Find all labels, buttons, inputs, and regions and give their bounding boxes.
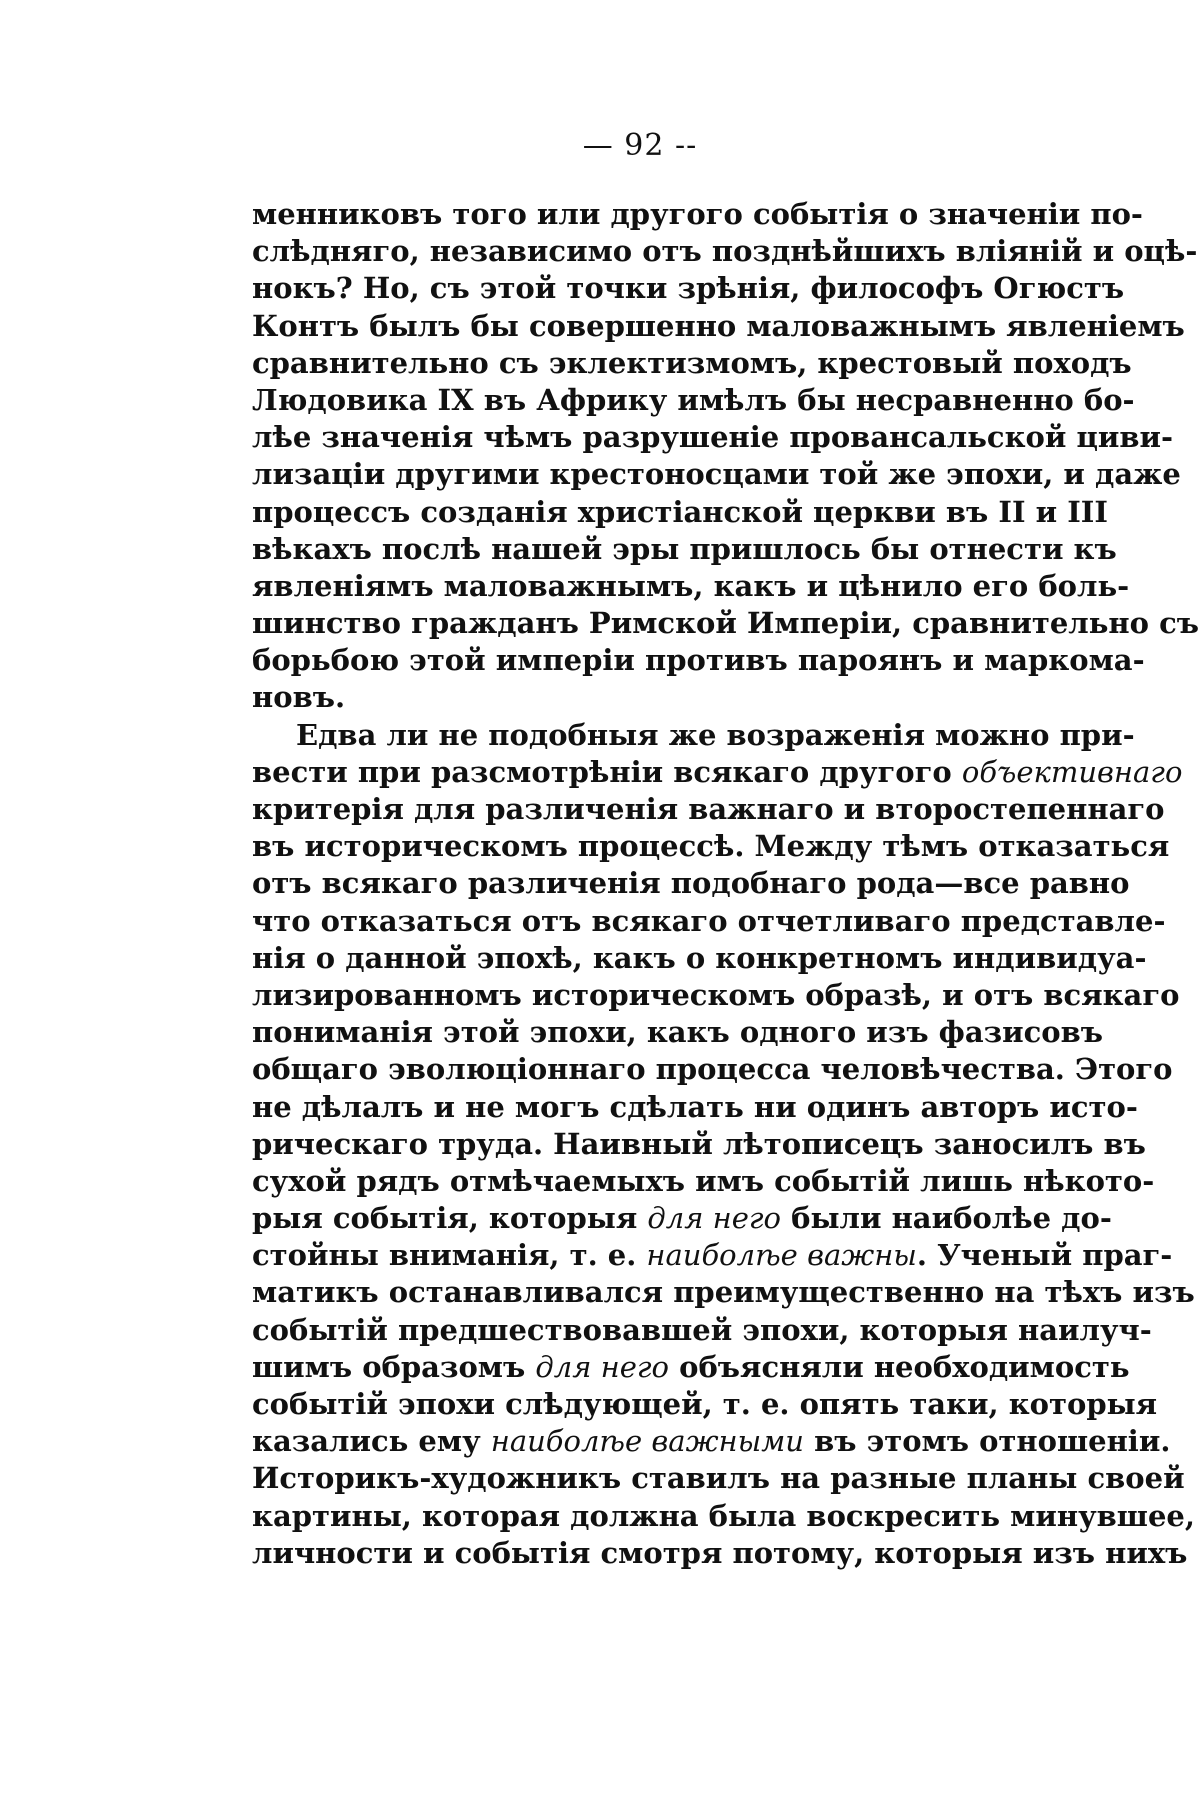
text-line: Контъ былъ бы совершенно маловажнымъ явленіемъ [252,308,1185,343]
text-line: пониманія этой эпохи, какъ одного изъ фазисовъ [252,1015,1104,1050]
text-line: лизированномъ историческомъ образѣ, и отъ всякаго [252,977,1180,1012]
text-line: стойны вниманія, т. е. наиболѣе важны. Ученый праг- [252,1238,1173,1273]
text-line: что отказаться отъ всякаго отчетливаго представле- [252,903,1166,938]
text-line: матикъ останавливался преимущественно на тѣхъ изъ [252,1275,1195,1310]
text-line: шинство гражданъ Римской Имперіи, сравнительно съ [252,606,1199,641]
text-line: Людовика IX въ Африку имѣлъ бы несравненно бо- [252,382,1135,417]
page-number: — 92 -- [582,128,698,163]
text-line: лѣе значенія чѣмъ разрушеніе провансальской циви- [252,420,1174,455]
text-line: нокъ? Но, съ этой точки зрѣнія, философъ Огюстъ [252,271,1125,306]
text-line: сравнительно съ эклектизмомъ, крестовый походъ [252,345,1132,380]
text-line: шимъ образомъ для него объясняли необходимость [252,1349,1130,1384]
text-line: вѣкахъ послѣ нашей эры пришлось бы отнести къ [252,531,1117,566]
text-line: менниковъ того или другого событія о значеніи по- [252,197,1143,231]
text-line: личности и событія смотря потому, которыя изъ нихъ [252,1535,1188,1570]
italic-emphasis: для него [535,1349,670,1384]
text-line: сухой рядъ отмѣчаемыхъ имъ событій лишь нѣкото- [252,1163,1155,1198]
text-line: новъ. [252,680,346,715]
text-line: нія о данной эпохѣ, какъ о конкретномъ индивидуа- [252,940,1147,975]
text-line: общаго эволюціоннаго процесса человѣчества. Этого [252,1052,1173,1087]
text-line: въ историческомъ процессѣ. Между тѣмъ отказаться [252,829,1170,864]
text-line: вести при разсмотрѣніи всякаго другого объективнаго [252,754,1183,789]
text-line: лизаціи другими крестоносцами той же эпохи, и даже [252,457,1181,492]
text-line: картины, которая должна была воскресить минувшее, [252,1498,1195,1533]
italic-emphasis: наиболѣе важны [646,1238,917,1273]
text-line: отъ всякаго различенія подобнаго рода—все равно [252,866,1130,901]
text-line: не дѣлалъ и не могъ сдѣлать ни одинъ авторъ исто- [252,1089,1138,1124]
text-line: процессъ созданія христіанской церкви въ II и III [252,494,1108,529]
text-line: борьбою этой имперіи противъ пароянъ и маркома- [252,643,1145,678]
text-line: рическаго труда. Наивный лѣтописецъ заносилъ въ [252,1126,1146,1161]
body-text [252,196,1199,1572]
text-line: событій эпохи слѣдующей, т. е. опять таки, которыя [252,1387,1158,1421]
text-line: Едва ли не подобныя же возраженія можно при- [296,717,1135,752]
text-line: явленіямъ маловажнымъ, какъ и цѣнило его боль- [252,568,1130,603]
italic-emphasis: объективнаго [961,754,1183,789]
italic-emphasis: наиболѣе важными [490,1424,804,1459]
italic-emphasis: для него [647,1201,782,1236]
text-line: Историкъ-художникъ ставилъ на разные планы своей [252,1461,1185,1496]
text-line: событій предшествовавшей эпохи, которыя наилуч- [252,1312,1152,1347]
text-line: казались ему наиболѣе важными въ этомъ отношеніи. [252,1424,1171,1459]
text-line: слѣдняго, независимо отъ позднѣйшихъ вліяній и оцѣ- [252,234,1198,269]
text-line: рыя событія, которыя для него были наиболѣе до- [252,1201,1112,1236]
text-line: критерія для различенія важнаго и второстепеннаго [252,792,1165,826]
